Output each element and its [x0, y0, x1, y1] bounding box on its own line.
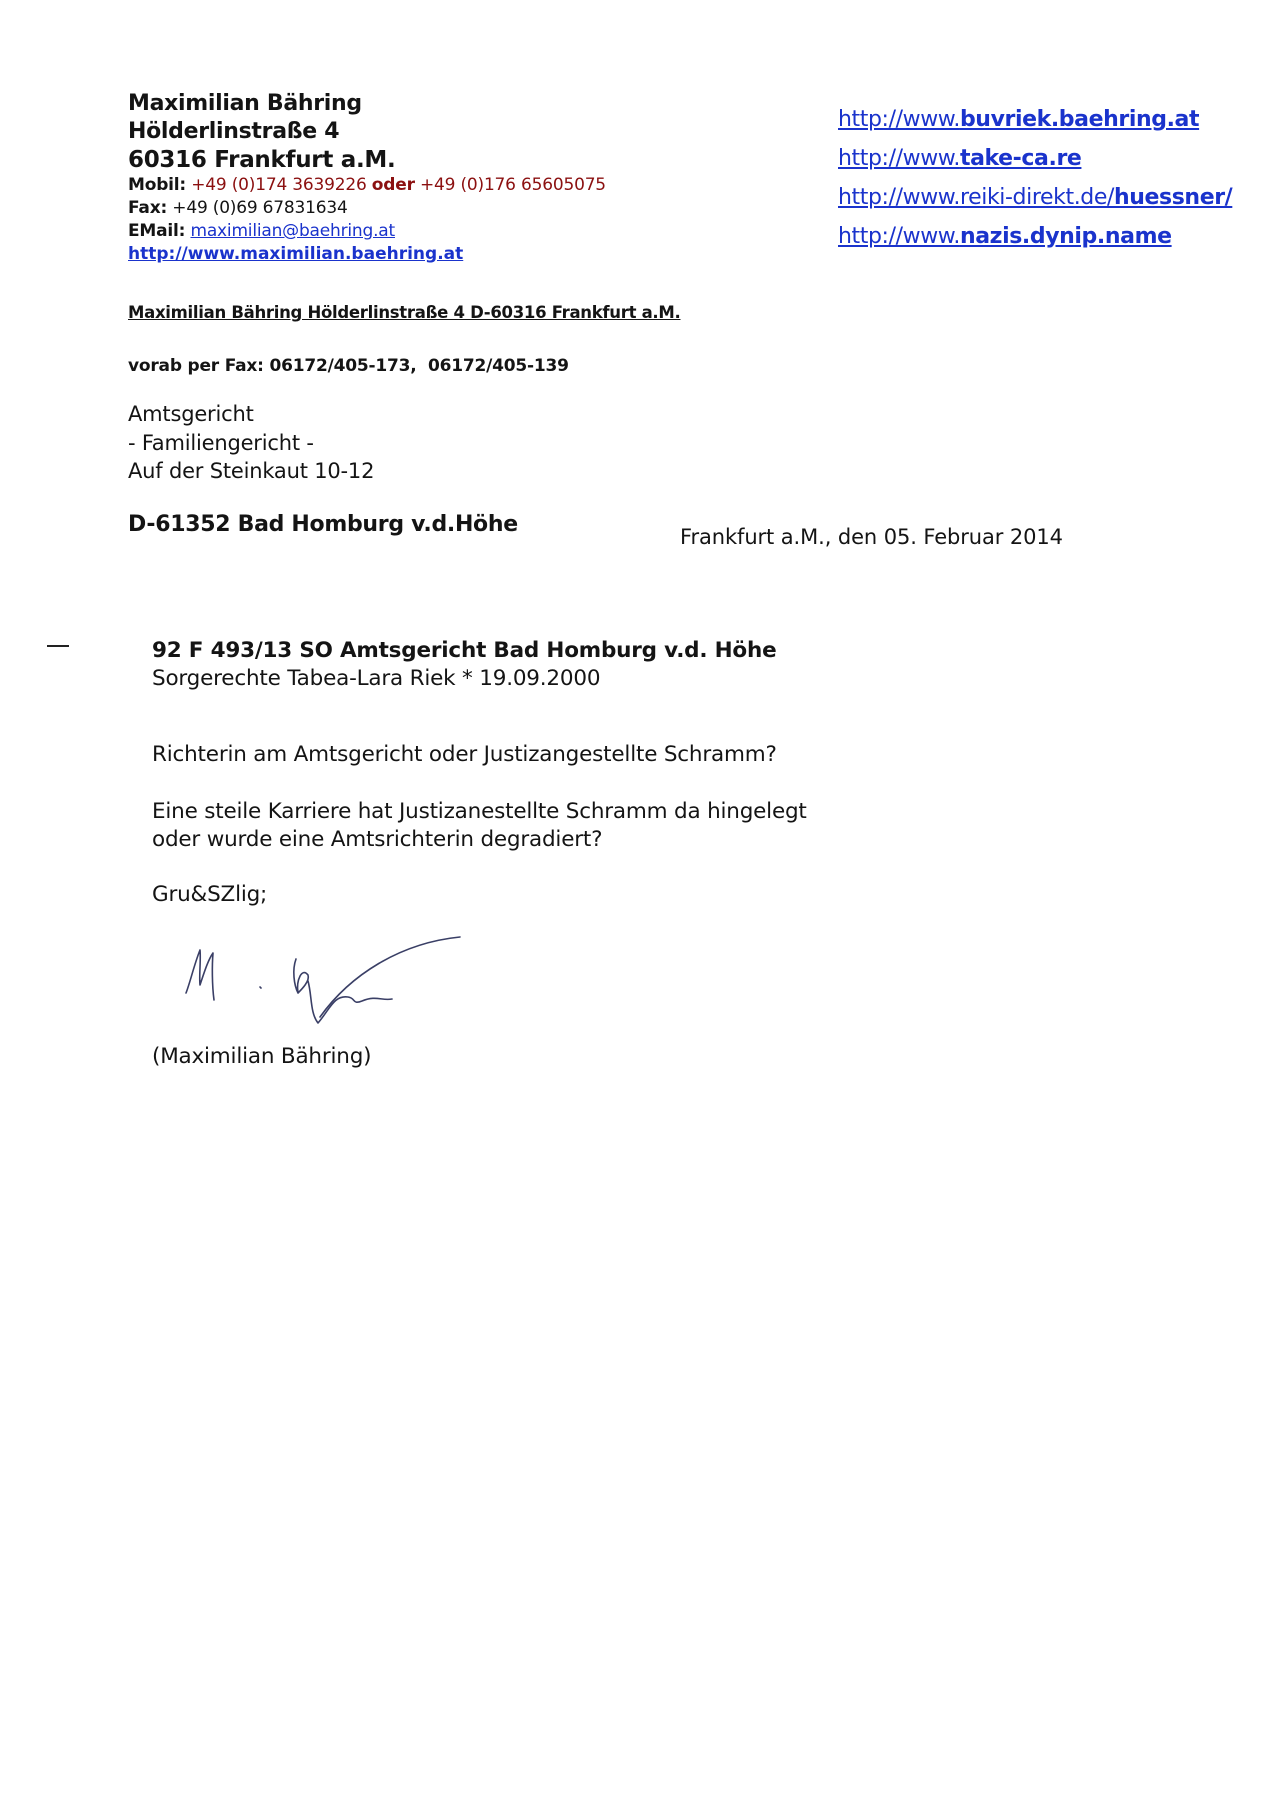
email-link[interactable]: maximilian@baehring.at: [190, 221, 395, 241]
sender-city: 60316 Frankfurt a.M.: [128, 147, 396, 173]
recipient-line-1: Amtsgericht: [128, 402, 254, 426]
paragraph-2: [152, 798, 1052, 854]
paragraph-1: Richterin am Amtsgericht oder Justizangestellte Schramm?: [152, 742, 777, 767]
url-prefix: http://www.: [838, 146, 960, 171]
paragraph-2-line-1: Eine steile Karriere hat Justizanestellte Schramm da hingelegt: [152, 799, 807, 824]
url-link-buvriek[interactable]: [838, 100, 1232, 139]
sender-email-line: [128, 220, 606, 243]
fax-number: +49 (0)69 67831634: [172, 198, 348, 218]
email-label: EMail:: [128, 221, 186, 241]
url-domain: buvriek.baehring.at: [959, 107, 1200, 132]
url-link-nazis[interactable]: [838, 217, 1232, 256]
url-domain: huessner/: [1114, 185, 1233, 210]
return-address-line: Maximilian Bähring Hölderlinstraße 4 D-60316 Frankfurt a.M.: [128, 303, 681, 322]
signature-name: (Maximilian Bähring): [152, 1044, 372, 1069]
sender-mobile-line: [128, 174, 606, 197]
mobile-number-2: +49 (0)176 65605075: [419, 175, 606, 195]
sender-website-line: [128, 243, 606, 266]
date-line: Frankfurt a.M., den 05. Februar 2014: [680, 525, 1063, 549]
recipient-city: D-61352 Bad Homburg v.d.Höhe: [128, 512, 518, 537]
mobile-number-1: +49 (0)174 3639226: [191, 175, 367, 195]
website-link[interactable]: http://www.maximilian.baehring.at: [128, 244, 464, 264]
url-domain: nazis.dynip.name: [959, 224, 1172, 249]
handwritten-signature: [180, 925, 470, 1035]
url-link-reiki[interactable]: [838, 178, 1232, 217]
recipient-line-3: Auf der Steinkaut 10-12: [128, 459, 375, 483]
subject-line: Sorgerechte Tabea-Lara Riek * 19.09.2000: [152, 666, 601, 691]
paragraph-2-line-2: oder wurde eine Amtsrichterin degradiert?: [152, 827, 603, 852]
url-domain: take-ca.re: [959, 146, 1082, 171]
url-prefix: http://www.reiki-direkt.de/: [838, 185, 1114, 210]
fax-note: vorab per Fax: 06172/405-173, 06172/405-139: [128, 356, 569, 376]
url-list: [838, 100, 1232, 256]
mobile-oder: oder: [371, 175, 415, 195]
sender-block: [128, 90, 606, 266]
url-prefix: http://www.: [838, 107, 960, 132]
fold-mark: [47, 645, 69, 647]
sender-street: Hölderlinstraße 4: [128, 119, 340, 144]
recipient-block: [128, 400, 374, 486]
recipient-line-2: - Familiengericht -: [128, 430, 314, 455]
reference-line: 92 F 493/13 SO Amtsgericht Bad Homburg v.d. Höhe: [152, 638, 777, 663]
fax-label: Fax:: [128, 198, 168, 218]
mobile-label: Mobil:: [128, 175, 187, 195]
greeting: Gru&SZlig;: [152, 882, 268, 907]
sender-name: Maximilian Bähring: [128, 91, 362, 116]
url-prefix: http://www.: [838, 224, 960, 249]
sender-fax-line: [128, 197, 606, 220]
url-link-take-care[interactable]: [838, 139, 1232, 178]
